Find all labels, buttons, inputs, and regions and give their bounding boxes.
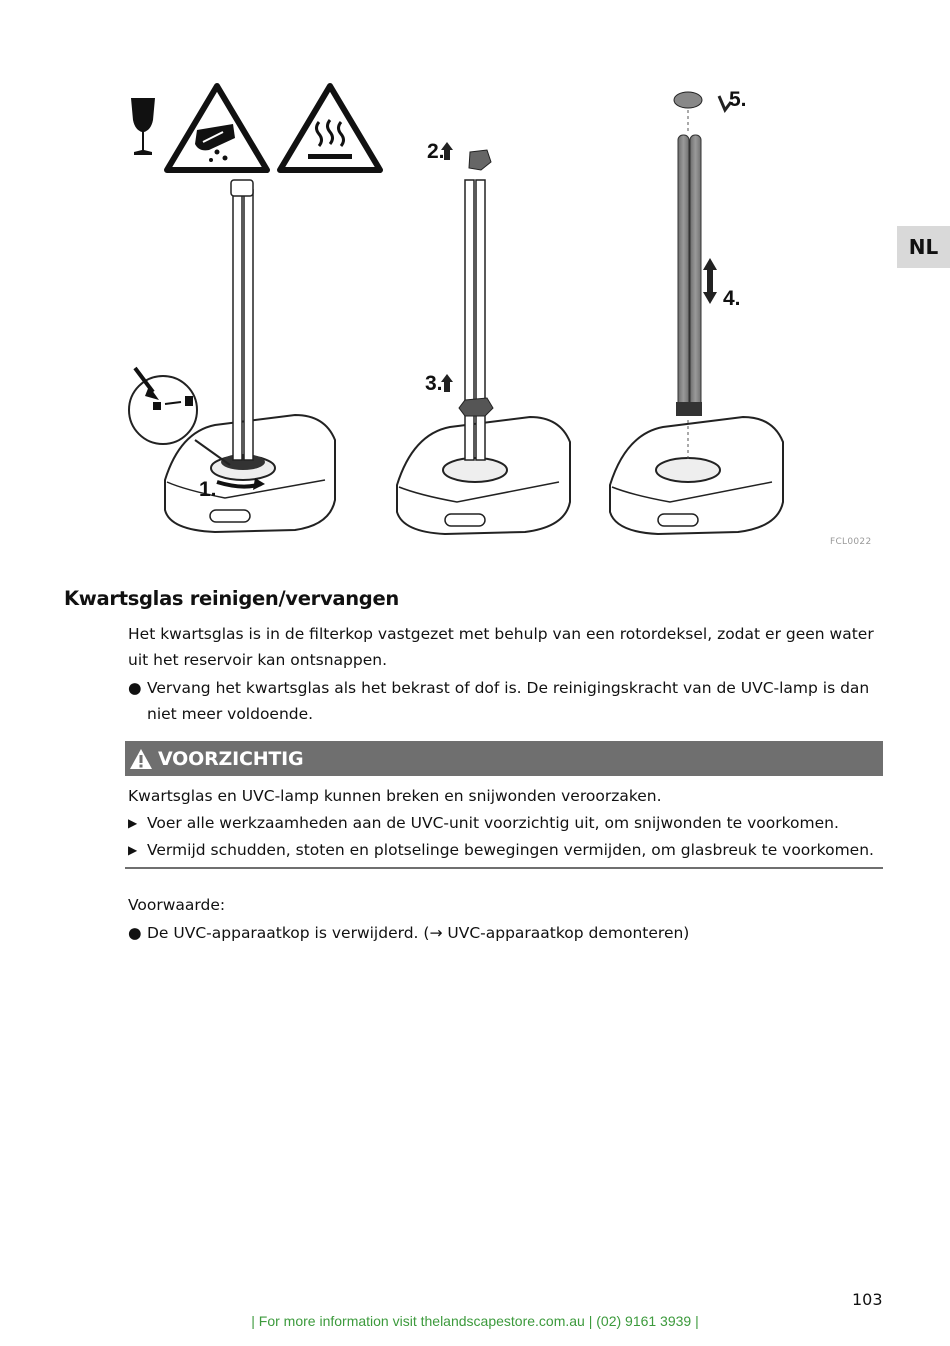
step-label-5: 5. bbox=[729, 88, 747, 111]
bullet-line-2: niet meer voldoende. bbox=[147, 705, 314, 723]
step-label-1: 1. bbox=[199, 478, 217, 501]
assembly-illustration bbox=[125, 80, 885, 540]
caution-title: VOORZICHTIG bbox=[158, 747, 304, 770]
prerequisite-text: De UVC-apparaatkop is verwijderd. (→ UVC-apparaatkop demonteren) bbox=[147, 924, 690, 942]
bullet-line-1: Vervang het kwartsglas als het bekrast of dof is. De reinigingskracht van de UVC-lamp is dan bbox=[147, 679, 870, 697]
hot-surface-warning-icon bbox=[280, 86, 380, 170]
step-label-3: 3. bbox=[425, 372, 443, 395]
prerequisite-item bbox=[128, 920, 888, 946]
uvc-unit-step-2-3 bbox=[397, 150, 570, 534]
caution-instruction-2: Vermijd schudden, stoten en plotselinge bewegingen vermijden, om glasbreuk te voorkomen. bbox=[147, 841, 874, 859]
footer-text: | For more information visit thelandscapestore.com.au | (02) 9161 3939 | bbox=[251, 1313, 699, 1329]
step-label-4: 4. bbox=[723, 287, 741, 310]
bullet-item bbox=[128, 675, 888, 701]
caution-banner bbox=[125, 741, 883, 776]
page-number: 103 bbox=[852, 1290, 883, 1309]
caution-instruction bbox=[128, 837, 888, 863]
bullet-dot-icon: ● bbox=[128, 924, 142, 942]
caution-statement: Kwartsglas en UVC-lamp kunnen breken en snijwonden veroorzaken. bbox=[128, 787, 662, 805]
triangle-bullet-icon: ▶ bbox=[128, 843, 138, 857]
prerequisite-label: Voorwaarde: bbox=[128, 896, 226, 914]
intro-line-1: Het kwartsglas is in de filterkop vastgezet met behulp van een rotordeksel, zodat er geen water bbox=[128, 625, 874, 643]
section-heading: Kwartsglas reinigen/vervangen bbox=[64, 587, 399, 610]
language-tab: NL bbox=[897, 226, 950, 268]
warning-triangle-icon bbox=[129, 748, 153, 770]
triangle-bullet-icon: ▶ bbox=[128, 816, 138, 830]
caution-instruction-1: Voer alle werkzaamheden aan de UVC-unit voorzichtig uit, om snijwonden te voorkomen. bbox=[147, 814, 839, 832]
figure-code: FCL0022 bbox=[830, 537, 872, 547]
intro-line-2: uit het reservoir kan ontsnappen. bbox=[128, 651, 388, 669]
bullet-dot-icon: ● bbox=[128, 679, 142, 697]
step-label-2: 2. bbox=[427, 140, 445, 163]
caution-instruction bbox=[128, 810, 888, 836]
bullet-item-continuation bbox=[128, 701, 888, 727]
no-glass-breakage-icon bbox=[131, 98, 155, 155]
caution-divider bbox=[125, 867, 883, 869]
uvc-unit-step-1 bbox=[129, 180, 335, 532]
hand-cut-warning-icon bbox=[167, 86, 267, 170]
